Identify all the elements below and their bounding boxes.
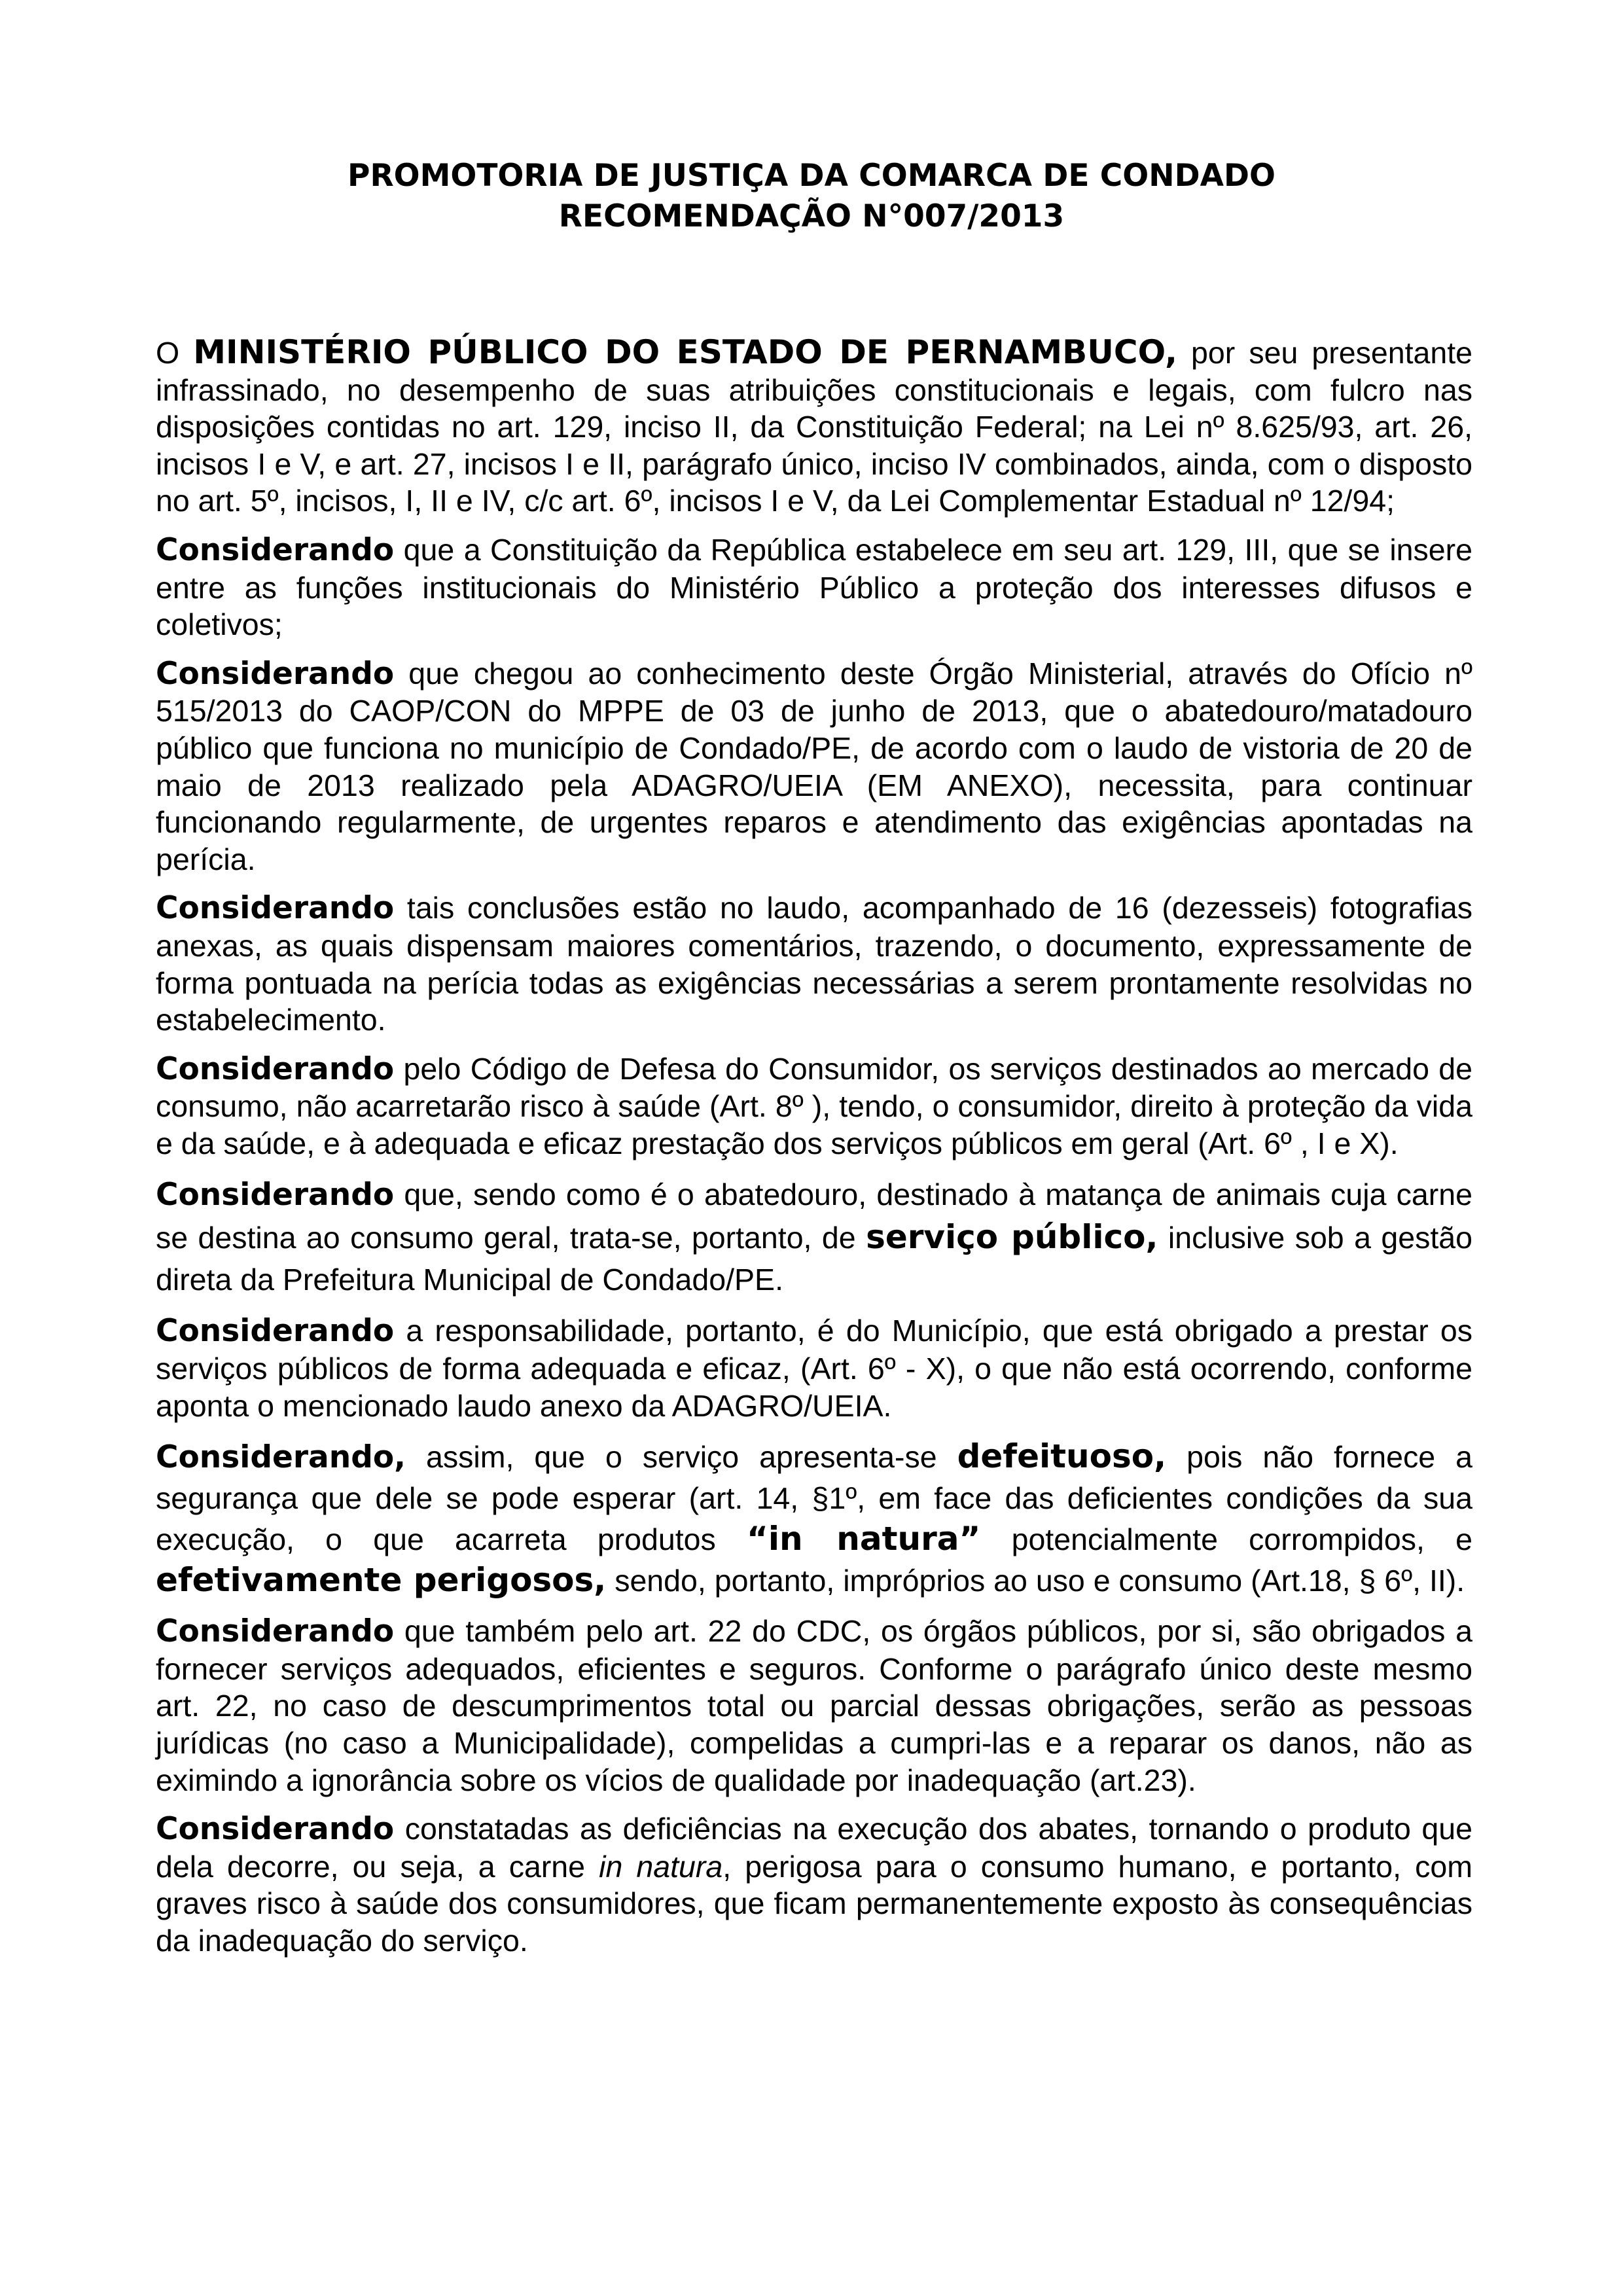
intro-text: por seu presentante infrassinado, no desempenho de suas atribuições constitucionais e legais, com fulcro nas disposições contidas no art. 129, inciso II, da Constituição Federal; na Lei nº 8.625/93, art. 26, incisos I e V, e art. 27, incisos I e II, parágrafo único, inciso IV combinados, ainda, com o disposto no art. 5º, incisos, I, II e IV, c/c art. 6º, incisos I e V, da Lei Complementar Estadual nº 12/94; — [156, 336, 1472, 518]
emphasis-defeituoso: defeituoso, — [957, 1437, 1167, 1476]
considerando-paragraph-1 — [156, 531, 1472, 643]
considerando-text: tais conclusões estão no laudo, acompanhado de 16 (dezesseis) fotografias anexas, as quais dispensam maiores comentários, trazendo, o documento, expressamente de forma pontuada na perícia todas as exigências necessárias a serem prontamente resolvidas no estabelecimento. — [156, 891, 1472, 1037]
considerando-text: sendo, portanto, impróprios ao uso e consumo (Art.18, § 6º, II). — [606, 1564, 1465, 1598]
considerando-text: assim, que o serviço apresenta-se — [406, 1440, 957, 1475]
intro-entity: MINISTÉRIO PÚBLICO DO ESTADO DE PERNAMBUCO, — [193, 333, 1177, 371]
emphasis-efetivamente-perigosos: efetivamente perigosos, — [156, 1561, 607, 1600]
considerando-lead: Considerando — [156, 1177, 395, 1213]
considerando-paragraph-4 — [156, 1050, 1472, 1162]
considerando-paragraph-5 — [156, 1174, 1472, 1300]
considerando-text: inclusive sob a gestão direta da Prefeitura Municipal de Condado/PE. — [156, 1221, 1473, 1297]
header-recomendacao: RECOMENDAÇÃO N°007/2013 — [558, 198, 1065, 234]
italic-in-natura: in natura — [599, 1849, 723, 1884]
emphasis-in-natura: “in natura” — [746, 1520, 981, 1558]
emphasis-servico-publico: serviço público, — [866, 1218, 1158, 1257]
considerando-lead: Considerando — [156, 890, 395, 927]
considerando-lead: Considerando — [156, 1811, 395, 1848]
considerando-paragraph-6 — [156, 1312, 1472, 1424]
considerando-paragraph-9 — [156, 1810, 1472, 1959]
document-body — [156, 334, 1472, 1971]
considerando-text: , perigosa para o consumo humano, e portanto, com graves risco à saúde dos consumidores, que ficam permanentemente exposto às consequências da inadequação do serviço. — [156, 1849, 1472, 1958]
intro-paragraph — [156, 334, 1472, 520]
considerando-lead: Considerando — [156, 1050, 395, 1087]
considerando-paragraph-8 — [156, 1613, 1472, 1799]
considerando-lead: Considerando — [156, 531, 395, 568]
considerando-lead: Considerando — [156, 1613, 395, 1650]
considerando-lead: Considerando, — [156, 1439, 406, 1476]
document-header — [0, 156, 1623, 237]
considerando-text: a responsabilidade, portanto, é do Município, que está obrigado a prestar os serviços públicos de forma adequada e eficaz, (Art. 6º - X), o que não está ocorrendo, conforme aponta o mencionado laudo anexo da ADAGRO/UEIA. — [156, 1314, 1472, 1423]
considerando-text: pelo Código de Defesa do Consumidor, os serviços destinados ao mercado de consumo, não acarretarão risco à saúde (Art. 8º ), tendo, o consumidor, direito à proteção da vida e da saúde, e à adequada e eficaz prestação dos serviços públicos em geral (Art. 6º , I e X). — [156, 1051, 1472, 1160]
considerando-text: pois não fornece a segurança que dele se pode esperar (art. 14, §1º, em face das deficientes condições da sua execução, o que acarreta produtos — [156, 1440, 1472, 1557]
considerando-paragraph-7 — [156, 1436, 1472, 1601]
considerando-text: que também pelo art. 22 do CDC, os órgãos públicos, por si, são obrigados a fornecer serviços adequados, eficientes e seguros. Conforme o parágrafo único deste mesmo art. 22, no caso de descumprimentos total ou parcial dessas obrigações, serão as pessoas jurídicas (no caso a Municipalidade), compelidas a cumpri-las e a reparar os danos, não as eximindo a ignorância sobre os vícios de qualidade por inadequação (art.23). — [156, 1614, 1472, 1797]
considerando-text: potencialmente corrompidos, e — [980, 1522, 1472, 1557]
considerando-lead: Considerando — [156, 655, 395, 692]
considerando-paragraph-3 — [156, 889, 1472, 1038]
considerando-text: que chegou ao conhecimento deste Órgão Ministerial, através do Ofício nº 515/2013 do CAOP/CON do MPPE de 03 de junho de 2013, que o abatedouro/matadouro público que funciona no município de Condado/PE, de acordo com o laudo de vistoria de 20 de maio de 2013 realizado pela ADAGRO/UEIA (EM ANEXO), necessita, para continuar funcionando regularmente, de urgentes reparos e atendimento das exigências apontadas na perícia. — [156, 656, 1472, 876]
intro-prefix: O — [156, 336, 194, 370]
considerando-text: que, sendo como é o abatedouro, destinado à matança de animais cuja carne se destina ao consumo geral, trata-se, portanto, de — [156, 1177, 1472, 1255]
considerando-lead: Considerando — [156, 1313, 395, 1350]
considerando-text: constatadas as deficiências na execução dos abates, tornando o produto que dela decorre, ou seja, a carne — [156, 1812, 1472, 1884]
header-promotoria: PROMOTORIA DE JUSTIÇA DA COMARCA DE CONDADO — [348, 158, 1275, 194]
considerando-text: que a Constituição da República estabelece em seu art. 129, III, que se insere entre as funções institucionais do Ministério Público a proteção dos interesses difusos e coletivos; — [156, 532, 1472, 642]
considerando-paragraph-2 — [156, 655, 1472, 878]
